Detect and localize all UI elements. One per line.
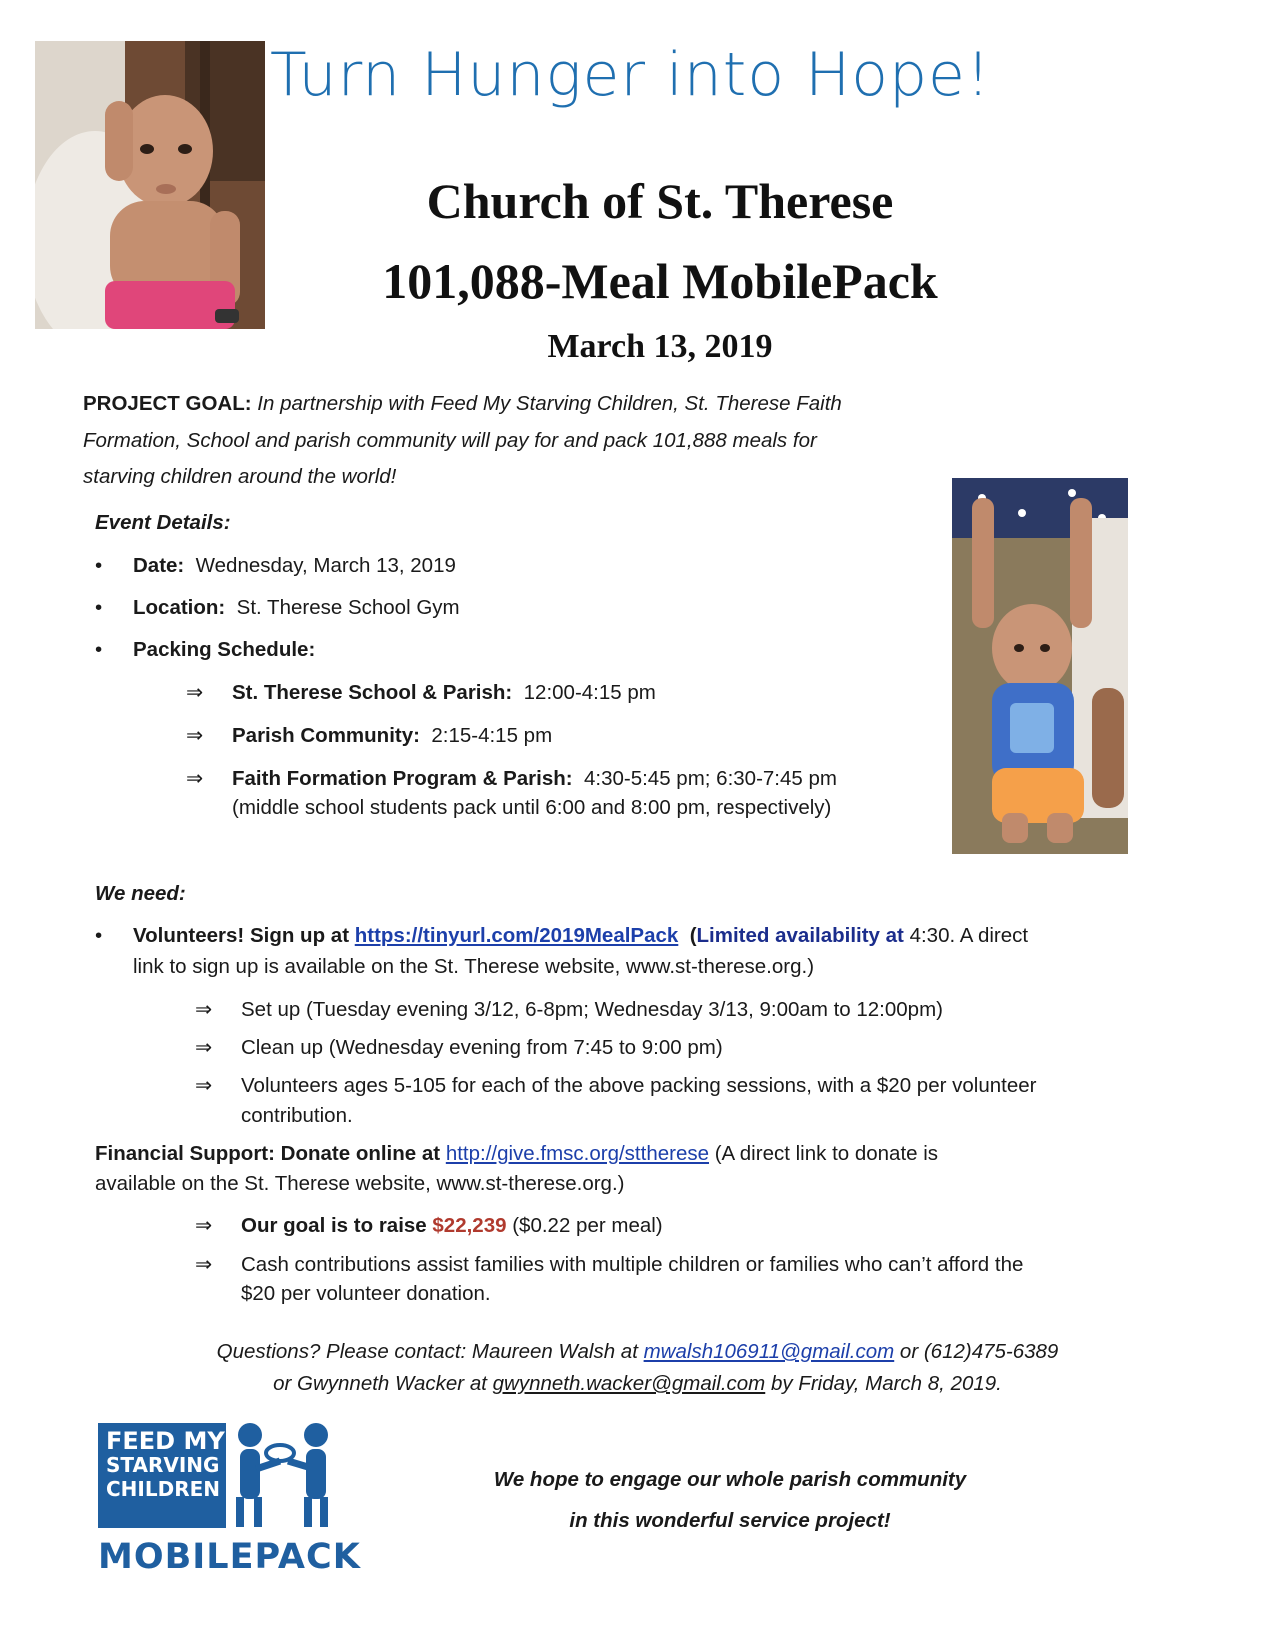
contact-line1-suffix: or (612)475-6389 — [899, 1340, 1059, 1363]
project-goal — [83, 386, 943, 496]
task-item — [195, 991, 943, 1028]
bullet: • — [95, 596, 103, 619]
limited-availability-label: Limited availability at — [696, 924, 904, 947]
project-goal-line1: In partnership with Feed My Starving Children, St. Therese Faith — [257, 392, 842, 415]
event-date-title: March 13, 2019 — [547, 328, 773, 365]
bullet: • — [95, 554, 103, 577]
task-text: Set up (Tuesday evening 3/12, 6-8pm; Wednesday 3/13, 9:00am to 12:00pm) — [241, 998, 943, 1021]
task-text: Volunteers ages 5-105 for each of the above packing sessions, with a $20 per volunteer — [241, 1074, 1037, 1097]
arrow-icon: ⇒ — [186, 766, 204, 790]
arrow-icon: ⇒ — [186, 723, 204, 747]
arrow-icon: ⇒ — [195, 1035, 213, 1059]
location-value: St. Therese School Gym — [236, 596, 460, 619]
packing-schedule-label: Packing Schedule: — [133, 638, 316, 661]
email-link-maureen[interactable]: mwalsh106911@gmail.com — [643, 1340, 895, 1363]
arrow-icon: ⇒ — [195, 1213, 213, 1237]
schedule-label: St. Therese School & Parish: — [232, 681, 513, 704]
headline: Turn Hunger into Hope! — [270, 40, 991, 110]
logo-line1: FEED MY — [106, 1427, 225, 1455]
cash-line1: Cash contributions assist families with multiple children or families who can’t afford the — [241, 1253, 1024, 1276]
children-figures-icon — [228, 1419, 338, 1531]
arrow-icon: ⇒ — [195, 997, 213, 1021]
church-name-title: Church of St. Therese — [426, 173, 894, 229]
contact-line2-prefix: or Gwynneth Wacker at — [273, 1372, 487, 1395]
task-text: Clean up (Wednesday evening from 7:45 to 9:00 pm) — [241, 1036, 723, 1059]
baby-photo — [35, 41, 265, 329]
date-value: Wednesday, March 13, 2019 — [195, 554, 456, 577]
contact-line1-prefix: Questions? Please contact: Maureen Walsh at — [216, 1340, 638, 1363]
financial-line2: available on the St. Therese website, www.st-therese.org.) — [95, 1172, 625, 1195]
goal-rest: ($0.22 per meal) — [512, 1214, 663, 1237]
schedule-value: 2:15-4:15 pm — [431, 724, 553, 747]
closing-line2: in this wonderful service project! — [569, 1509, 891, 1532]
goal-item — [195, 1207, 663, 1244]
schedule-value: 12:00-4:15 pm — [523, 681, 656, 704]
goal-label: Our goal is to raise — [241, 1214, 427, 1237]
we-need-heading: We need: — [95, 882, 186, 905]
logo-line2: STARVING — [106, 1453, 220, 1477]
arrow-icon: ⇒ — [186, 680, 204, 704]
contact-line2-suffix: by Friday, March 8, 2019. — [770, 1372, 1002, 1395]
limited-paren: ( — [689, 924, 697, 947]
location-label: Location: — [133, 596, 226, 619]
bullet: • — [95, 638, 103, 661]
logo-line3: CHILDREN — [106, 1477, 221, 1501]
goal-amount: $22,239 — [432, 1214, 507, 1237]
fmsc-logo — [98, 1423, 361, 1588]
event-details-heading: Event Details: — [95, 511, 231, 534]
donate-link[interactable]: http://give.fmsc.org/sttherese — [445, 1142, 710, 1165]
closing-line1: We hope to engage our whole parish community — [493, 1468, 967, 1491]
logo-mobilepack: MOBILEPACK — [98, 1537, 361, 1577]
volunteers-label: Volunteers! Sign up at — [133, 924, 350, 947]
packing-schedule-item — [95, 632, 315, 668]
schedule-item — [186, 674, 656, 711]
date-label: Date: — [133, 554, 185, 577]
toddler-photo — [952, 478, 1128, 854]
schedule-item — [186, 717, 552, 754]
project-goal-line3: starving children around the world! — [83, 465, 397, 488]
location-item — [95, 590, 460, 626]
volunteers-line2: link to sign up is available on the St. Therese website, www.st-therese.org.) — [133, 955, 815, 978]
mobilepack-title: 101,088-Meal MobilePack — [382, 253, 938, 309]
bullet: • — [95, 924, 103, 947]
date-item — [95, 548, 456, 584]
logo-box — [98, 1423, 226, 1528]
schedule-note: (middle school students pack until 6:00 and 8:00 pm, respectively) — [232, 796, 832, 819]
project-goal-label: PROJECT GOAL: — [83, 392, 252, 415]
contact-block — [0, 1336, 1275, 1400]
financial-label: Financial Support: Donate online at — [95, 1142, 441, 1165]
task-cont: contribution. — [241, 1104, 353, 1127]
schedule-label: Parish Community: — [232, 724, 420, 747]
arrow-icon: ⇒ — [195, 1252, 213, 1276]
cash-line2: $20 per volunteer donation. — [241, 1282, 491, 1305]
signup-link[interactable]: https://tinyurl.com/2019MealPack — [354, 924, 679, 947]
project-goal-line2: Formation, School and parish community will pay for and pack 101,888 meals for — [83, 428, 817, 452]
financial-rest: (A direct link to donate is — [714, 1142, 939, 1165]
limited-availability-rest: 4:30. A direct — [909, 924, 1029, 947]
schedule-label: Faith Formation Program & Parish: — [232, 767, 573, 790]
schedule-value: 4:30-5:45 pm; 6:30-7:45 pm — [583, 767, 837, 790]
email-link-gwynneth[interactable]: gwynneth.wacker@gmail.com — [492, 1372, 766, 1395]
arrow-icon: ⇒ — [195, 1073, 213, 1097]
task-item — [195, 1029, 723, 1066]
